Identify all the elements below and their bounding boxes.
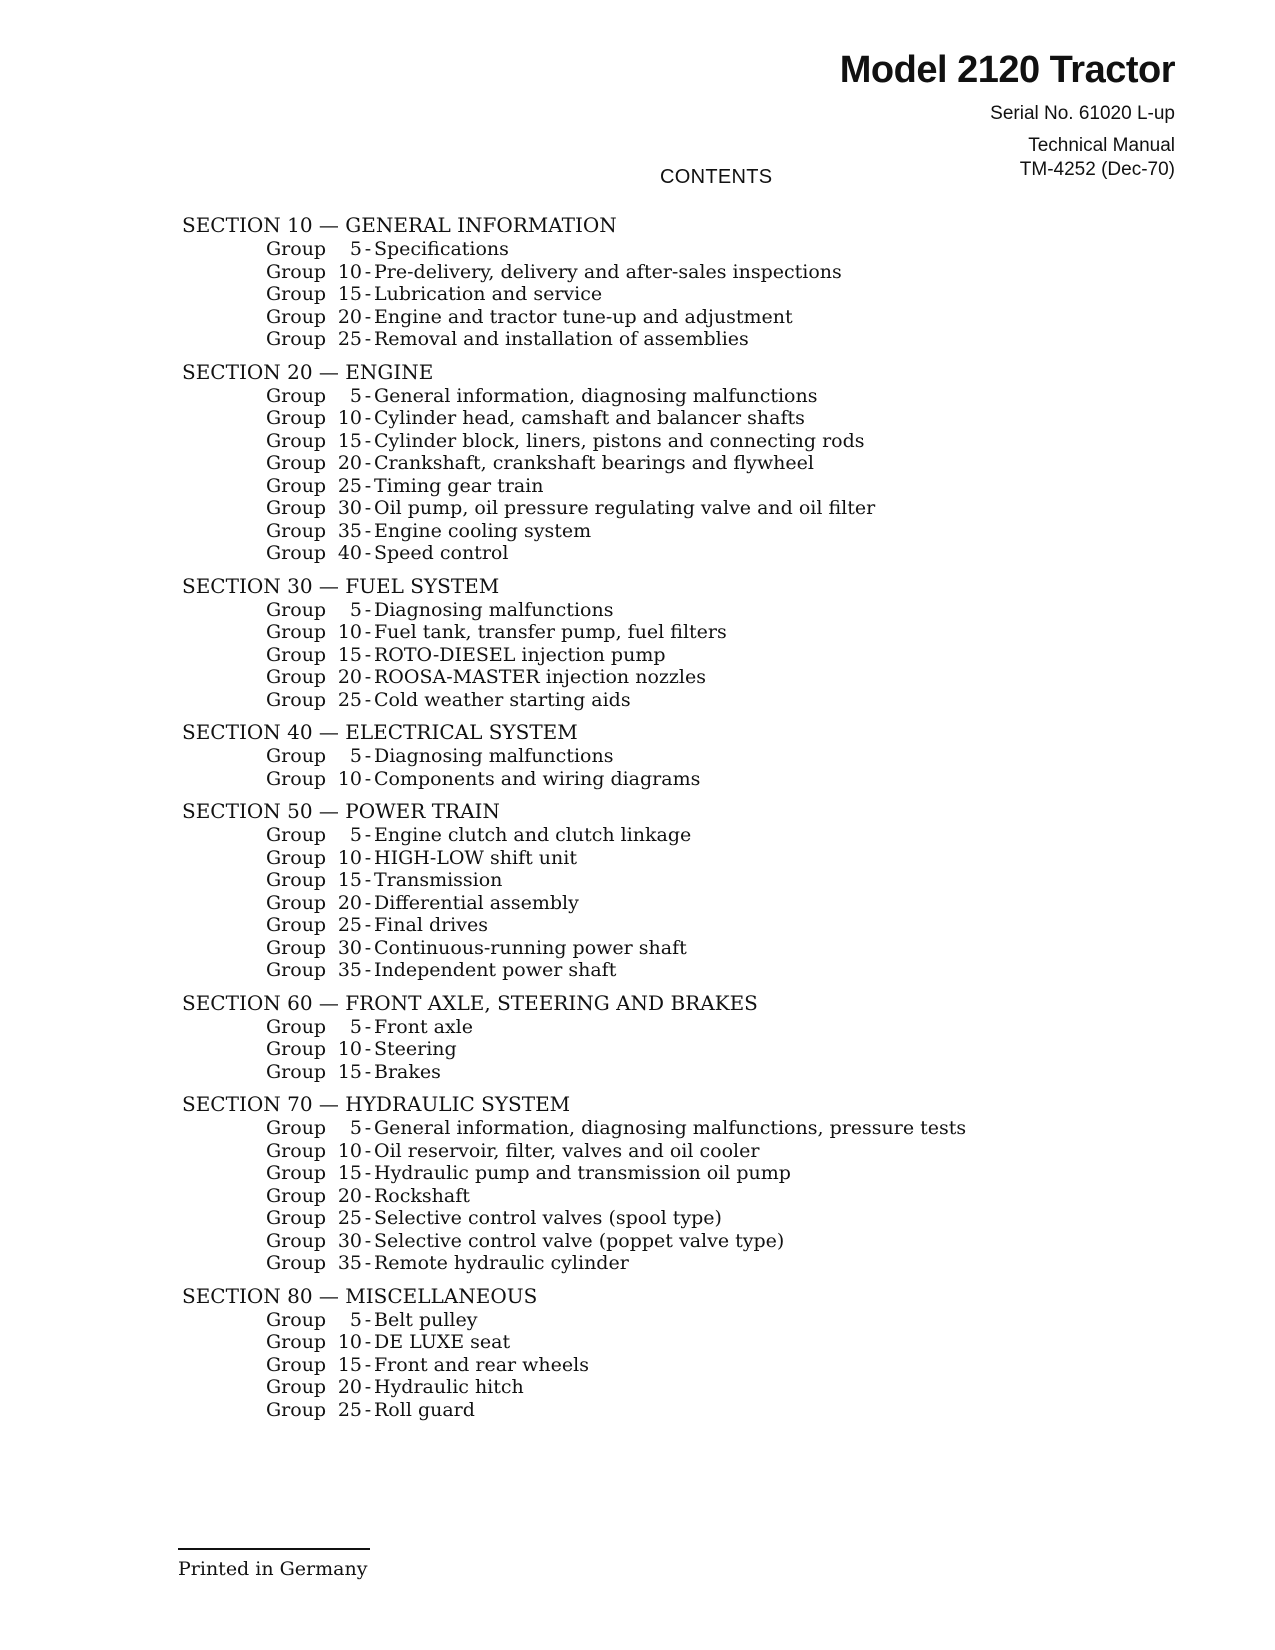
group-separator: - xyxy=(364,1207,372,1229)
group-number: 20 xyxy=(337,666,362,688)
group-title: Components and wiring diagrams xyxy=(374,767,701,790)
toc-group-row xyxy=(182,452,1142,475)
group-number: 5 xyxy=(349,745,362,767)
group-number: 20 xyxy=(337,1376,362,1398)
group-number: 30 xyxy=(337,936,362,959)
group-separator: - xyxy=(364,519,372,542)
toc-group-row xyxy=(182,407,1142,430)
group-title: Selective control valves (spool type) xyxy=(374,1207,722,1229)
group-title: Steering xyxy=(374,1038,457,1060)
group-separator: - xyxy=(364,846,372,869)
group-number: 5 xyxy=(349,1015,362,1038)
group-title: Continuous-running power shaft xyxy=(374,936,687,959)
footer-rule xyxy=(178,1548,370,1550)
section-heading: SECTION 70 — HYDRAULIC SYSTEM xyxy=(182,1092,571,1116)
group-title: Pre-delivery, delivery and after-sales inspections xyxy=(374,260,842,283)
group-separator: - xyxy=(364,869,372,891)
group-number: 25 xyxy=(337,688,362,711)
group-number: 30 xyxy=(337,497,362,519)
group-number: 10 xyxy=(337,407,362,429)
toc-section xyxy=(182,719,1142,790)
group-title: Removal and installation of assemblies xyxy=(374,328,749,350)
group-label: Group xyxy=(266,283,327,305)
group-separator: - xyxy=(364,1015,372,1038)
group-title: Remote hydraulic cylinder xyxy=(374,1252,629,1274)
group-separator: - xyxy=(364,688,372,711)
group-number: 10 xyxy=(337,1331,362,1353)
toc-group-row xyxy=(182,475,1142,498)
group-number: 20 xyxy=(337,1184,362,1207)
group-label: Group xyxy=(266,238,327,260)
group-title: Specifications xyxy=(374,238,509,260)
group-separator: - xyxy=(364,666,372,688)
section-heading: SECTION 50 — POWER TRAIN xyxy=(182,799,500,823)
group-label: Group xyxy=(266,497,327,519)
group-title: Transmission xyxy=(374,869,503,891)
toc-group-row xyxy=(182,306,1142,329)
manual-header xyxy=(840,44,1175,182)
group-separator: - xyxy=(364,1060,372,1083)
group-label: Group xyxy=(266,305,327,328)
group-title: Engine and tractor tune-up and adjustment xyxy=(374,305,793,328)
group-number: 20 xyxy=(337,891,362,914)
section-heading: SECTION 80 — MISCELLANEOUS xyxy=(182,1283,538,1308)
group-label: Group xyxy=(266,1331,327,1353)
group-number: 10 xyxy=(337,846,362,869)
group-title: Belt pulley xyxy=(374,1308,478,1331)
group-title: Rockshaft xyxy=(374,1184,470,1207)
group-title: Diagnosing malfunctions xyxy=(374,598,614,621)
group-label: Group xyxy=(266,384,327,407)
toc-group-row xyxy=(182,1230,1142,1253)
group-label: Group xyxy=(266,846,327,869)
group-title: Fuel tank, transfer pump, fuel filters xyxy=(374,621,727,643)
group-number: 30 xyxy=(337,1229,362,1252)
toc-group-row xyxy=(182,1252,1142,1275)
group-separator: - xyxy=(364,1331,372,1353)
group-title: Roll guard xyxy=(374,1398,475,1421)
manual-type: Technical Manual xyxy=(1028,135,1175,156)
group-separator: - xyxy=(364,643,372,666)
group-number: 25 xyxy=(337,1207,362,1229)
group-label: Group xyxy=(266,260,327,283)
group-label: Group xyxy=(266,1207,327,1229)
group-number: 15 xyxy=(337,283,362,305)
group-number: 25 xyxy=(337,328,362,350)
group-separator: - xyxy=(364,305,372,328)
group-separator: - xyxy=(364,891,372,914)
toc-group-row xyxy=(182,1185,1142,1208)
toc-section xyxy=(182,359,1142,565)
group-number: 20 xyxy=(337,452,362,474)
toc-group-row xyxy=(182,1354,1142,1377)
group-title: Speed control xyxy=(374,542,509,564)
group-separator: - xyxy=(364,1162,372,1184)
toc-group-row xyxy=(182,1140,1142,1163)
manual-title: Model 2120 Tractor xyxy=(839,49,1175,91)
group-label: Group xyxy=(266,1353,327,1376)
toc-group-row xyxy=(182,1376,1142,1399)
toc-group-row xyxy=(182,869,1142,892)
group-number: 15 xyxy=(337,1060,362,1083)
group-label: Group xyxy=(266,1376,327,1398)
group-title: DE LUXE seat xyxy=(374,1331,511,1353)
group-label: Group xyxy=(266,542,327,564)
group-separator: - xyxy=(364,959,372,981)
group-separator: - xyxy=(364,1252,372,1274)
group-label: Group xyxy=(266,474,327,497)
toc-group-row xyxy=(182,520,1142,543)
group-label: Group xyxy=(266,643,327,666)
group-number: 10 xyxy=(337,767,362,790)
group-title: Cold weather starting aids xyxy=(374,688,631,711)
group-label: Group xyxy=(266,1038,327,1060)
group-label: Group xyxy=(266,824,327,846)
section-heading: SECTION 40 — ELECTRICAL SYSTEM xyxy=(182,720,578,744)
group-number: 5 xyxy=(349,1117,362,1139)
group-title: Crankshaft, crankshaft bearings and flywheel xyxy=(374,452,814,474)
toc-group-row xyxy=(182,1207,1142,1230)
toc-section xyxy=(182,1283,1142,1422)
section-heading: SECTION 20 — ENGINE xyxy=(182,359,434,384)
group-label: Group xyxy=(266,1060,327,1083)
manual-code: TM-4252 (Dec-70) xyxy=(1019,159,1175,180)
toc-group-row xyxy=(182,328,1142,351)
group-number: 35 xyxy=(337,1252,362,1274)
section-heading: SECTION 30 — FUEL SYSTEM xyxy=(182,573,500,598)
toc-group-row xyxy=(182,914,1142,937)
group-separator: - xyxy=(364,328,372,350)
toc-group-row xyxy=(182,1309,1142,1332)
toc-group-row xyxy=(182,666,1142,689)
group-separator: - xyxy=(364,407,372,429)
group-label: Group xyxy=(266,1139,327,1162)
toc-group-row xyxy=(182,1117,1142,1140)
group-title: Timing gear train xyxy=(374,474,544,497)
group-number: 5 xyxy=(349,384,362,407)
group-label: Group xyxy=(266,666,327,688)
toc-group-row xyxy=(182,1331,1142,1354)
group-separator: - xyxy=(364,1117,372,1139)
group-label: Group xyxy=(266,745,327,767)
toc-group-row xyxy=(182,1162,1142,1185)
section-heading: SECTION 60 — FRONT AXLE, STEERING AND BRAKES xyxy=(182,990,758,1015)
group-title: Hydraulic hitch xyxy=(374,1376,524,1398)
group-separator: - xyxy=(364,824,372,846)
group-label: Group xyxy=(266,1015,327,1038)
group-title: Brakes xyxy=(374,1060,441,1083)
group-label: Group xyxy=(266,1117,327,1139)
group-label: Group xyxy=(266,959,327,981)
group-label: Group xyxy=(266,621,327,643)
group-separator: - xyxy=(364,1353,372,1376)
toc-group-row xyxy=(182,644,1142,667)
toc-group-row xyxy=(182,937,1142,960)
group-number: 15 xyxy=(337,1353,362,1376)
toc-group-row xyxy=(182,824,1142,847)
group-number: 25 xyxy=(337,474,362,497)
toc-section xyxy=(182,573,1142,712)
group-label: Group xyxy=(266,767,327,790)
toc-group-row xyxy=(182,768,1142,791)
toc-group-row xyxy=(182,847,1142,870)
group-separator: - xyxy=(364,384,372,407)
contents-heading: CONTENTS xyxy=(660,166,773,188)
group-label: Group xyxy=(266,1252,327,1274)
group-number: 35 xyxy=(337,519,362,542)
group-label: Group xyxy=(266,429,327,452)
group-label: Group xyxy=(266,1162,327,1184)
group-title: HIGH-LOW shift unit xyxy=(374,846,577,869)
toc-group-row xyxy=(182,745,1142,768)
group-separator: - xyxy=(364,598,372,621)
group-separator: - xyxy=(364,914,372,936)
toc-group-row xyxy=(182,1399,1142,1422)
group-number: 10 xyxy=(337,260,362,283)
group-title: Lubrication and service xyxy=(374,283,603,305)
group-number: 25 xyxy=(337,1398,362,1421)
group-title: Front axle xyxy=(374,1015,473,1038)
group-separator: - xyxy=(364,1376,372,1398)
group-title: Selective control valve (poppet valve type) xyxy=(374,1229,785,1252)
group-separator: - xyxy=(364,542,372,564)
toc-group-row xyxy=(182,1038,1142,1061)
group-number: 5 xyxy=(349,1308,362,1331)
toc-group-row xyxy=(182,599,1142,622)
group-label: Group xyxy=(266,1308,327,1331)
group-separator: - xyxy=(364,767,372,790)
group-number: 15 xyxy=(337,869,362,891)
printed-in-note: Printed in Germany xyxy=(178,1558,368,1580)
group-label: Group xyxy=(266,891,327,914)
toc-group-row xyxy=(182,1016,1142,1039)
group-title: ROOSA-MASTER injection nozzles xyxy=(374,666,706,688)
group-number: 35 xyxy=(337,959,362,981)
group-number: 10 xyxy=(337,1038,362,1060)
group-label: Group xyxy=(266,328,327,350)
group-separator: - xyxy=(364,429,372,452)
group-title: Hydraulic pump and transmission oil pump xyxy=(374,1162,791,1184)
toc-group-row xyxy=(182,261,1142,284)
toc-group-row xyxy=(182,385,1142,408)
toc-group-row xyxy=(182,959,1142,982)
footer xyxy=(178,1548,370,1580)
group-number: 5 xyxy=(349,598,362,621)
toc-group-row xyxy=(182,1061,1142,1084)
group-title: Differential assembly xyxy=(374,891,579,914)
group-separator: - xyxy=(364,621,372,643)
group-title: Diagnosing malfunctions xyxy=(374,745,614,767)
group-label: Group xyxy=(266,452,327,474)
group-separator: - xyxy=(364,260,372,283)
group-title: Cylinder block, liners, pistons and connecting rods xyxy=(374,429,865,452)
group-separator: - xyxy=(364,1229,372,1252)
group-title: ROTO-DIESEL injection pump xyxy=(374,643,666,666)
group-title: Front and rear wheels xyxy=(374,1353,589,1376)
group-separator: - xyxy=(364,452,372,474)
group-number: 10 xyxy=(337,1139,362,1162)
group-separator: - xyxy=(364,283,372,305)
group-number: 15 xyxy=(337,429,362,452)
group-title: General information, diagnosing malfunctions, pressure tests xyxy=(374,1117,967,1139)
group-label: Group xyxy=(266,869,327,891)
toc-group-row xyxy=(182,689,1142,712)
group-number: 20 xyxy=(337,305,362,328)
group-label: Group xyxy=(266,936,327,959)
toc-group-row xyxy=(182,892,1142,915)
group-separator: - xyxy=(364,474,372,497)
toc-group-row xyxy=(182,430,1142,453)
group-title: Cylinder head, camshaft and balancer shafts xyxy=(374,407,805,429)
toc-group-row xyxy=(182,283,1142,306)
group-title: Engine clutch and clutch linkage xyxy=(374,824,692,846)
group-label: Group xyxy=(266,407,327,429)
group-separator: - xyxy=(364,1184,372,1207)
group-title: General information, diagnosing malfunctions xyxy=(374,384,818,407)
serial-number: Serial No. 61020 L-up xyxy=(990,103,1175,124)
section-heading: SECTION 10 — GENERAL INFORMATION xyxy=(182,213,617,237)
group-separator: - xyxy=(364,1308,372,1331)
group-label: Group xyxy=(266,1184,327,1207)
group-label: Group xyxy=(266,1229,327,1252)
group-number: 10 xyxy=(337,621,362,643)
toc-section xyxy=(182,212,1142,351)
group-label: Group xyxy=(266,1398,327,1421)
group-separator: - xyxy=(364,238,372,260)
group-number: 15 xyxy=(337,643,362,666)
group-label: Group xyxy=(266,688,327,711)
group-title: Independent power shaft xyxy=(374,959,617,981)
group-separator: - xyxy=(364,1038,372,1060)
group-number: 25 xyxy=(337,914,362,936)
toc-section xyxy=(182,1091,1142,1275)
group-title: Engine cooling system xyxy=(374,519,592,542)
group-separator: - xyxy=(364,497,372,519)
group-separator: - xyxy=(364,1139,372,1162)
group-separator: - xyxy=(364,936,372,959)
group-number: 5 xyxy=(349,824,362,846)
group-label: Group xyxy=(266,598,327,621)
group-label: Group xyxy=(266,914,327,936)
toc-group-row xyxy=(182,497,1142,520)
group-label: Group xyxy=(266,519,327,542)
toc-section xyxy=(182,798,1142,982)
group-number: 40 xyxy=(337,542,362,564)
group-title: Oil reservoir, filter, valves and oil cooler xyxy=(374,1139,760,1162)
group-title: Oil pump, oil pressure regulating valve and oil filter xyxy=(374,497,876,519)
toc-group-row xyxy=(182,542,1142,565)
group-separator: - xyxy=(364,745,372,767)
toc-group-row xyxy=(182,238,1142,261)
group-number: 15 xyxy=(337,1162,362,1184)
toc-section xyxy=(182,990,1142,1084)
group-number: 5 xyxy=(349,238,362,260)
group-separator: - xyxy=(364,1398,372,1421)
group-title: Final drives xyxy=(374,914,488,936)
toc-group-row xyxy=(182,621,1142,644)
table-of-contents xyxy=(182,212,1142,1429)
